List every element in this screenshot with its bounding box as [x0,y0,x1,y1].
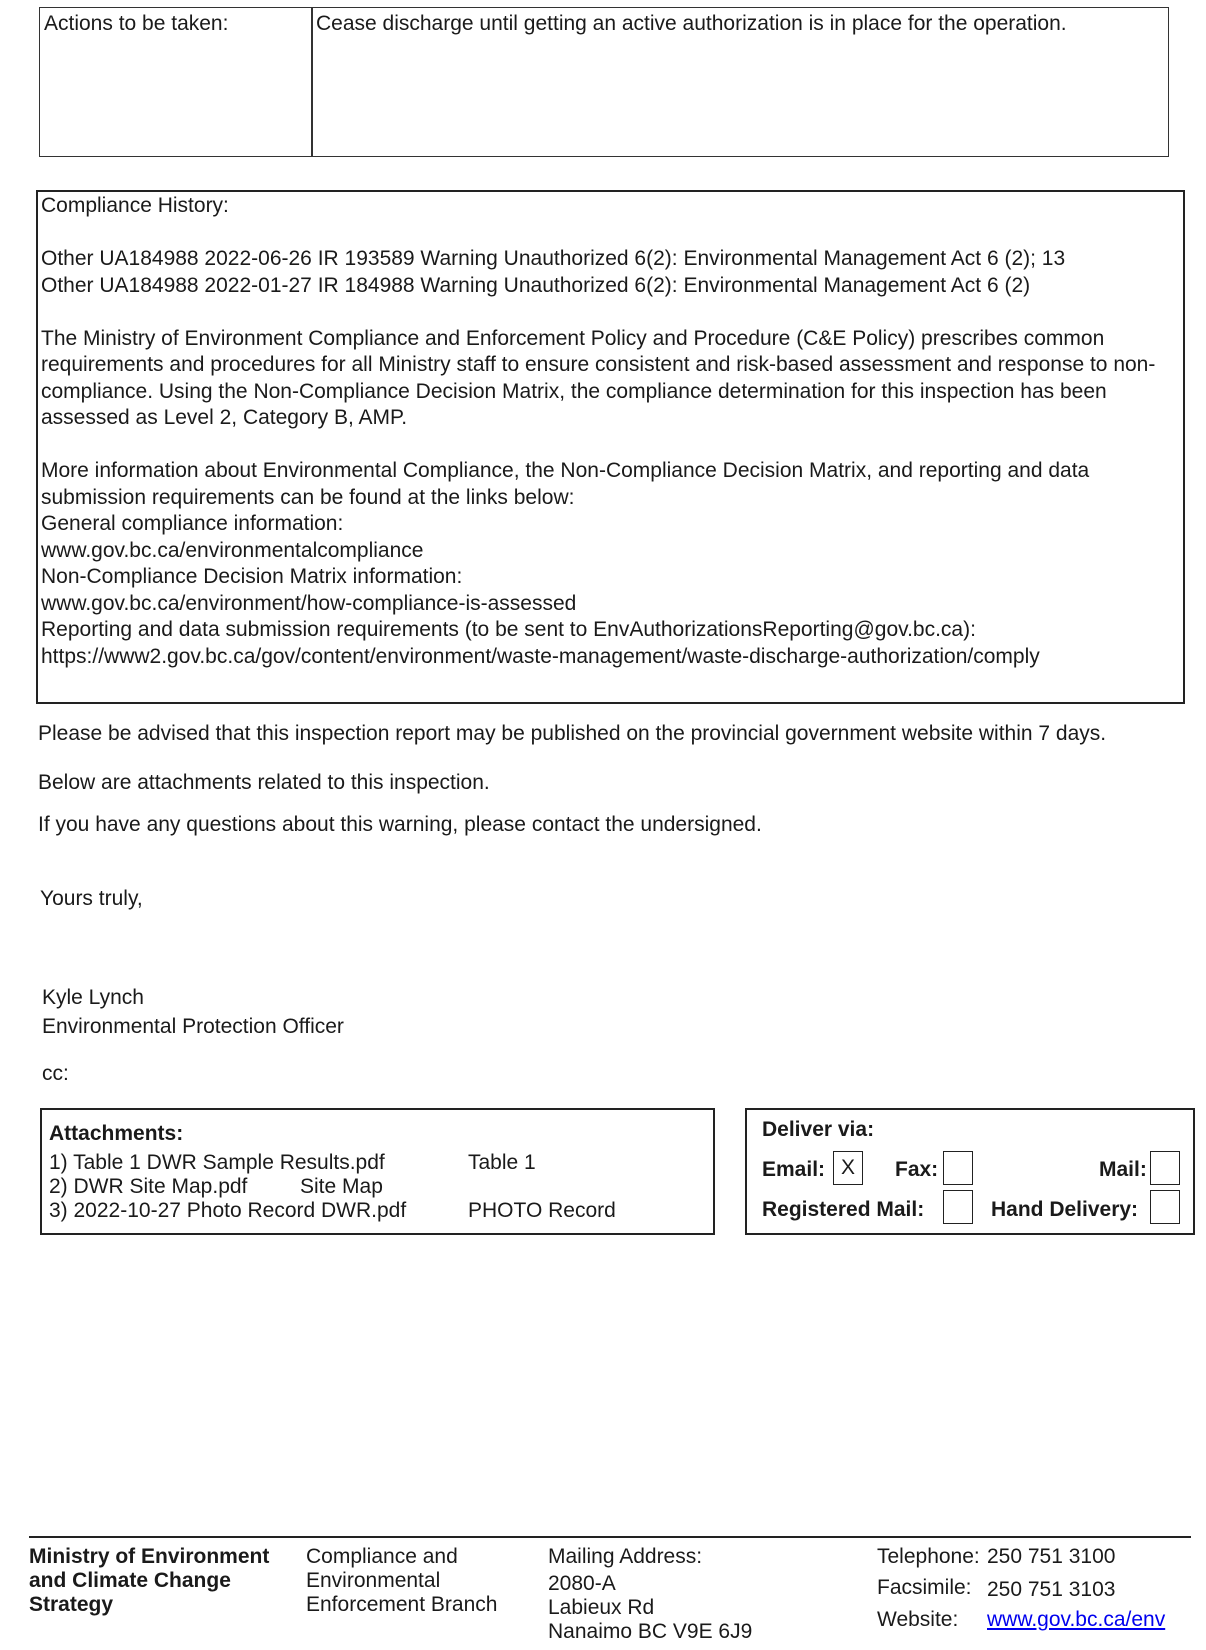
attachments-title: Attachments: [49,1122,184,1145]
info-text-line: Non-Compliance Decision Matrix information: [41,565,463,588]
publication-notice: Please be advised that this inspection report may be published on the provincial government website within 7 days. [38,722,1107,745]
attachment-desc: Site Map [300,1175,383,1198]
policy-text-line: The Ministry of Environment Compliance and Enforcement Policy and Procedure (C&E Policy) prescribes common [41,326,1105,350]
signer-name: Kyle Lynch [42,986,144,1009]
decision-matrix-url[interactable]: www.gov.bc.ca/environment/how-compliance-is-assessed [41,591,577,615]
signer-title: Environmental Protection Officer [42,1015,344,1038]
mailing-label: Mailing Address: [548,1545,703,1568]
footer-branch: Compliance and Environmental Enforcement Branch [306,1545,498,1616]
info-text-line: Reporting and data submission requirements (to be sent to EnvAuthorizationsReporting@gov.bc.ca): [41,618,976,641]
compliance-history-title: Compliance History: [41,194,229,217]
attachment-file[interactable]: 2) DWR Site Map.pdf [49,1175,248,1198]
cc-label: cc: [42,1062,69,1085]
actions-divider [311,7,313,157]
registered-mail-label: Registered Mail: [762,1198,925,1221]
mail-checkbox[interactable] [1150,1151,1180,1185]
reporting-requirements-url[interactable]: https://www2.gov.bc.ca/gov/content/environment/waste-management/waste-discharge-authorization/comply [41,644,1040,668]
email-label: Email: [762,1158,826,1181]
footer-rule [29,1536,1191,1538]
actions-label: Actions to be taken: [44,12,229,35]
fax-checkbox[interactable] [943,1151,973,1185]
hand-delivery-checkbox[interactable] [1150,1190,1180,1224]
attachment-file[interactable]: 1) Table 1 DWR Sample Results.pdf [49,1151,385,1174]
attachment-file[interactable]: 3) 2022-10-27 Photo Record DWR.pdf [49,1199,407,1222]
website-label: Website: [877,1608,959,1631]
info-text-line: General compliance information: [41,512,344,535]
telephone-label: Telephone: [877,1545,980,1568]
website-link[interactable]: www.gov.bc.ca/env [987,1608,1166,1631]
email-checkbox[interactable]: X [833,1151,863,1185]
mail-label: Mail: [1099,1158,1147,1181]
attachment-desc: Table 1 [468,1151,536,1174]
facsimile-label: Facsimile: [877,1576,972,1599]
policy-text-line: compliance. Using the Non-Compliance Decision Matrix, the compliance determination for this inspection has been [41,379,1107,403]
policy-text-line: assessed as Level 2, Category B, AMP. [41,406,408,429]
closing: Yours truly, [40,887,143,910]
compliance-record: Other UA184988 2022-01-27 IR 184988 Warning Unauthorized 6(2): Environmental Management Act 6 (2) [41,273,1031,297]
fax-label: Fax: [895,1158,939,1181]
facsimile-value: 250 751 3103 [987,1578,1116,1601]
info-text-line: submission requirements can be found at the links below: [41,485,575,509]
footer-mailing: Mailing Address: 2080-A Labieux Rd Nanaimo BC V9E 6J9 [548,1545,753,1643]
attachment-desc: PHOTO Record [468,1199,616,1222]
compliance-record: Other UA184988 2022-06-26 IR 193589 Warning Unauthorized 6(2): Environmental Management Act 6 (2); 13 [41,247,1066,270]
delivery-title: Deliver via: [762,1118,875,1141]
actions-text: Cease discharge until getting an active authorization is in place for the operation. [316,12,1067,35]
attachments-intro: Below are attachments related to this inspection. [38,771,490,794]
telephone-value: 250 751 3100 [987,1545,1116,1568]
questions-notice: If you have any questions about this warning, please contact the undersigned. [38,813,762,836]
info-text-line: More information about Environmental Compliance, the Non-Compliance Decision Matrix, and reporting and data [41,459,1090,482]
policy-text-line: requirements and procedures for all Ministry staff to ensure consistent and risk-based assessment and response to non- [41,353,1156,376]
compliance-info-url[interactable]: www.gov.bc.ca/environmentalcompliance [41,538,424,562]
hand-delivery-label: Hand Delivery: [991,1198,1139,1221]
registered-mail-checkbox[interactable] [943,1190,973,1224]
compliance-history-content [41,193,1155,670]
footer-ministry: Ministry of Environment and Climate Change Strategy [29,1545,270,1616]
